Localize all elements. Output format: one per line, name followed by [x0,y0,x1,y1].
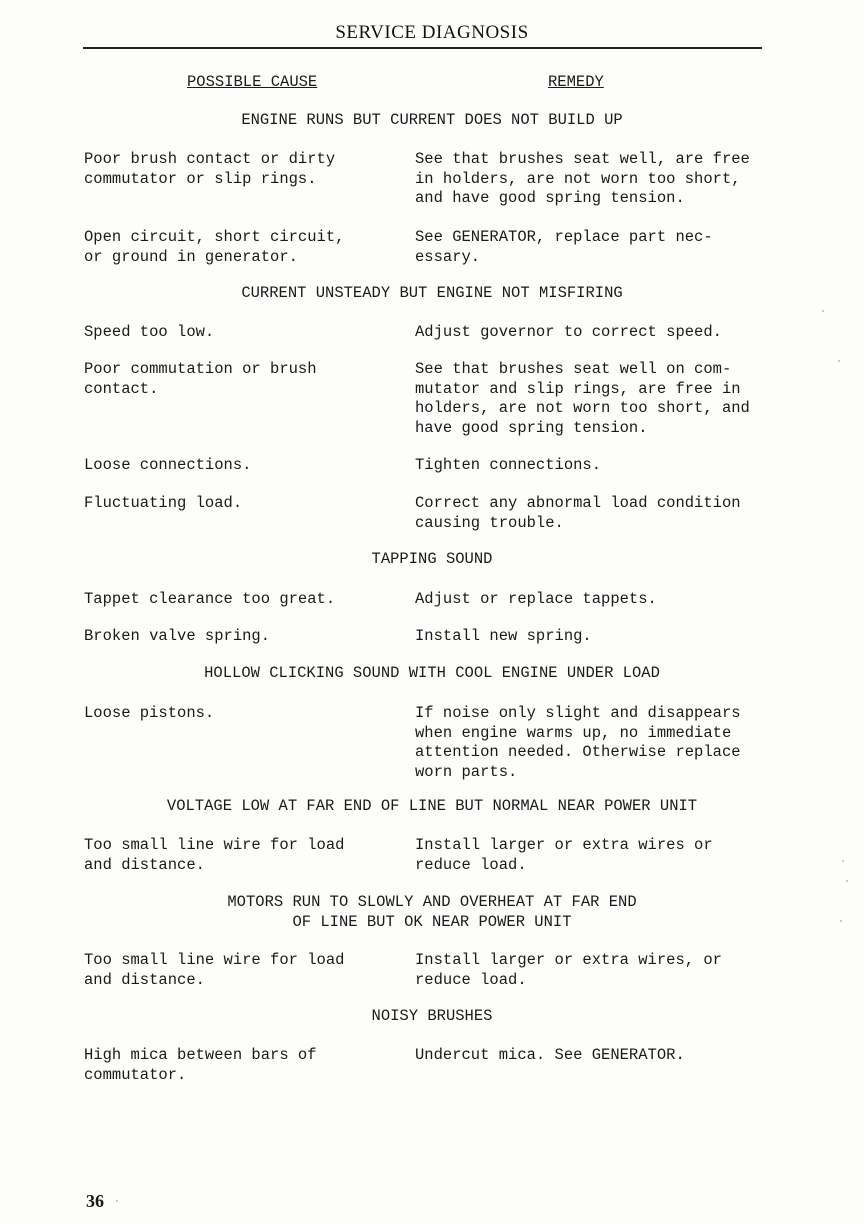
remedy-text: Adjust or replace tappets. [415,590,657,608]
remedy-text: If noise only slight and disappears when engine warms up, no immediate attention needed. Otherwise replace worn parts. [415,704,741,781]
cause-text: Too small line wire for load and distance. [84,836,345,874]
page-title: SERVICE DIAGNOSIS [335,22,529,43]
remedy-text: Undercut mica. See GENERATOR. [415,1046,685,1064]
remedy-text: Tighten connections. [415,456,602,474]
scan-speck [846,880,848,882]
cause-text: Poor commutation or brush contact. [84,360,317,398]
remedy-text: See that brushes seat well on com- mutator and slip rings, are free in holders, are not worn too short, and have good spring tension. [415,360,750,437]
remedy-text: Install larger or extra wires, or reduce load. [415,951,722,989]
scan-speck [840,920,842,922]
scan-speck [838,360,840,362]
cause-text: Speed too low. [84,323,215,341]
section-heading: VOLTAGE LOW AT FAR END OF LINE BUT NORMAL NEAR POWER UNIT [166,797,698,815]
scan-speck [842,860,844,862]
cause-text: Open circuit, short circuit, or ground in generator. [84,228,345,266]
column-header-cause: POSSIBLE CAUSE [187,73,318,91]
remedy-text: Install larger or extra wires or reduce load. [415,836,713,874]
cause-text: Fluctuating load. [84,494,243,512]
column-header-remedy: REMEDY [548,73,604,91]
remedy-text: Correct any abnormal load condition causing trouble. [415,494,741,532]
cause-text: High mica between bars of commutator. [84,1046,317,1084]
remedy-text: See GENERATOR, replace part nec- essary. [415,228,713,266]
cause-text: Poor brush contact or dirty commutator or slip rings. [84,150,336,188]
section-heading: MOTORS RUN TO SLOWLY AND OVERHEAT AT FAR END OF LINE BUT OK NEAR POWER UNIT [227,893,637,931]
section-heading: NOISY BRUSHES [371,1007,493,1025]
remedy-text: Adjust governor to correct speed. [415,323,722,341]
section-heading: HOLLOW CLICKING SOUND WITH COOL ENGINE UNDER LOAD [204,664,660,682]
section-heading: ENGINE RUNS BUT CURRENT DOES NOT BUILD UP [241,111,623,129]
cause-text: Loose pistons. [84,704,215,722]
section-heading: TAPPING SOUND [371,550,493,568]
cause-text: Loose connections. [84,456,252,474]
scan-speck [822,310,824,312]
title-rule [83,47,762,49]
section-heading: CURRENT UNSTEADY BUT ENGINE NOT MISFIRING [241,284,623,302]
remedy-text: Install new spring. [415,627,592,645]
scan-speck [116,1200,118,1202]
cause-text: Tappet clearance too great. [84,590,336,608]
cause-text: Too small line wire for load and distance. [84,951,345,989]
cause-text: Broken valve spring. [84,627,271,645]
page-number: 36 [86,1191,104,1211]
remedy-text: See that brushes seat well, are free in holders, are not worn too short, and have good spring tension. [415,150,750,207]
